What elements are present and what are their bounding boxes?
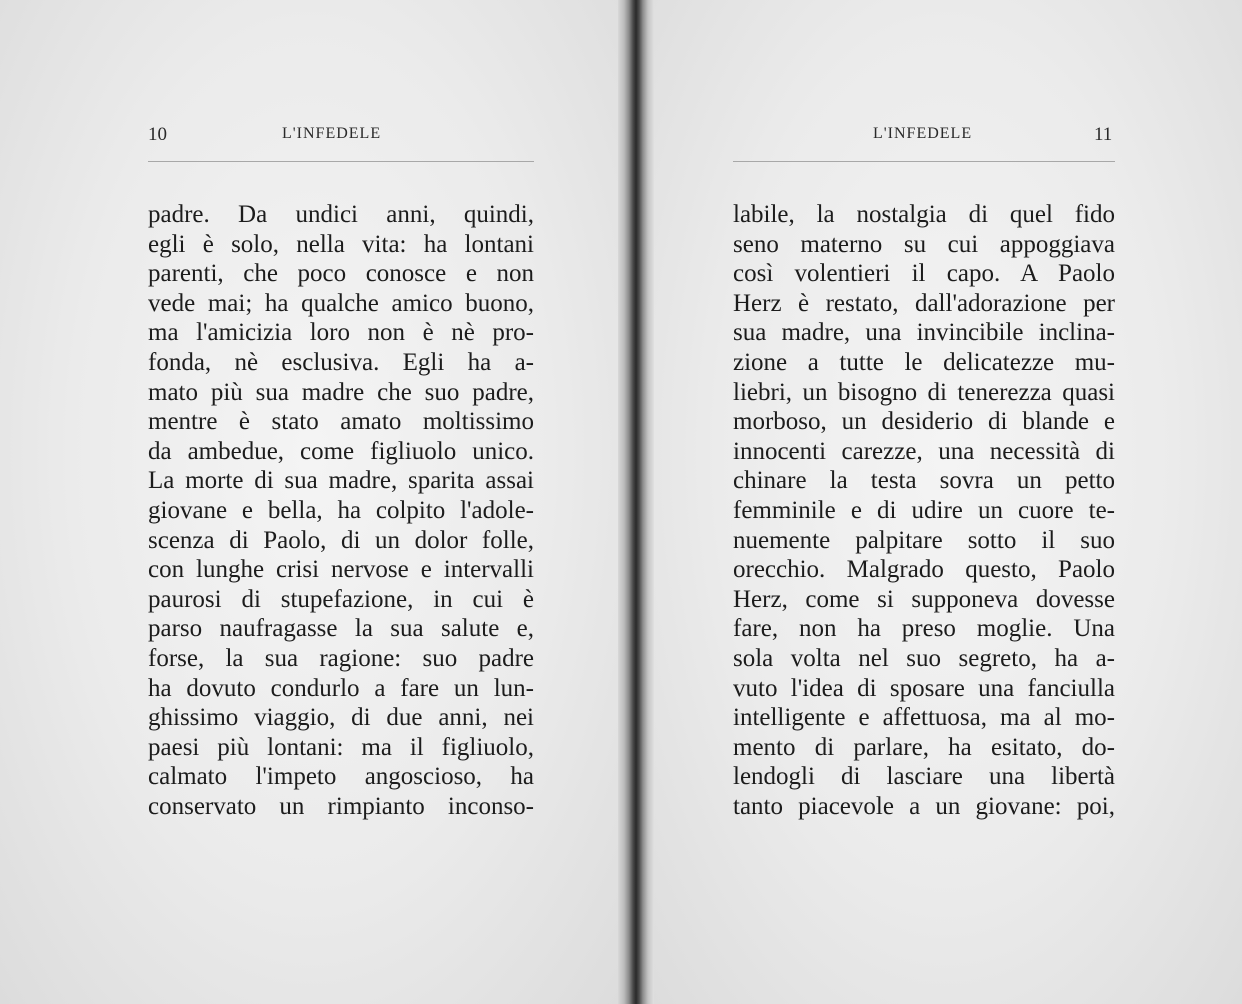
text-line: ghissimo viaggio, di due anni, nei bbox=[148, 704, 534, 732]
left-page-number: 10 bbox=[148, 124, 167, 145]
text-line: Herz è restato, dall'adorazione per bbox=[733, 289, 1115, 317]
text-line: paurosi di stupefazione, in cui è bbox=[148, 585, 534, 613]
text-line: mato più sua madre che suo padre, bbox=[148, 378, 534, 406]
text-line: La morte di sua madre, sparita assai bbox=[148, 467, 534, 495]
text-line: paesi più lontani: ma il figliuolo, bbox=[148, 733, 534, 761]
text-line: padre. Da undici anni, quindi, bbox=[148, 201, 534, 228]
text-line: fare, non ha preso moglie. Una bbox=[733, 615, 1115, 643]
right-page-number: 11 bbox=[1094, 124, 1113, 145]
text-line: intelligente e affettuosa, ma al mo- bbox=[733, 704, 1115, 732]
text-line: mento di parlare, ha esitato, do- bbox=[733, 733, 1115, 761]
text-line: calmato l'impeto angoscioso, ha bbox=[148, 763, 534, 791]
text-line: scenza di Paolo, di un dolor folle, bbox=[148, 526, 534, 554]
right-body-text bbox=[733, 200, 1115, 821]
text-line: forse, la sua ragione: suo padre bbox=[148, 644, 534, 672]
text-line: conservato un rimpianto inconso- bbox=[148, 792, 534, 820]
text-line: sola volta nel suo segreto, ha a- bbox=[733, 644, 1115, 672]
text-line: da ambedue, come figliuolo unico. bbox=[148, 437, 534, 465]
text-line: con lunghe crisi nervose e intervalli bbox=[148, 556, 534, 584]
text-line: egli è solo, nella vita: ha lontani bbox=[148, 230, 534, 258]
text-line: innocenti carezze, una necessità di bbox=[733, 437, 1115, 465]
text-line: labile, la nostalgia di quel fido bbox=[733, 201, 1115, 228]
text-line: giovane e bella, ha colpito l'adole- bbox=[148, 496, 534, 524]
text-line: sua madre, una invincibile inclina- bbox=[733, 319, 1115, 347]
text-line: parenti, che poco conosce e non bbox=[148, 260, 534, 288]
text-line: zione a tutte le delicatezze mu- bbox=[733, 348, 1115, 376]
text-line: fonda, nè esclusiva. Egli ha a- bbox=[148, 348, 534, 376]
text-line: ha dovuto condurlo a fare un lun- bbox=[148, 674, 534, 702]
book-gutter bbox=[618, 0, 654, 1004]
left-body-text bbox=[148, 200, 534, 821]
text-line: così volentieri il capo. A Paolo bbox=[733, 260, 1115, 288]
text-line: Herz, come si supponeva dovesse bbox=[733, 585, 1115, 613]
left-running-head: L'INFEDELE bbox=[282, 125, 382, 142]
text-line: seno materno su cui appoggiava bbox=[733, 230, 1115, 258]
text-line: tanto piacevole a un giovane: poi, bbox=[733, 792, 1115, 820]
text-line: vede mai; ha qualche amico buono, bbox=[148, 289, 534, 317]
text-line: ma l'amicizia loro non è nè pro- bbox=[148, 319, 534, 347]
text-line: liebri, un bisogno di tenerezza quasi bbox=[733, 378, 1115, 406]
text-line: lendogli di lasciare una libertà bbox=[733, 763, 1115, 791]
text-line: morboso, un desiderio di blande e bbox=[733, 408, 1115, 436]
right-running-head: L'INFEDELE bbox=[873, 125, 973, 142]
right-header-rule bbox=[733, 161, 1115, 162]
text-line: mentre è stato amato moltissimo bbox=[148, 408, 534, 436]
left-header-rule bbox=[148, 161, 534, 162]
text-line: nuemente palpitare sotto il suo bbox=[733, 526, 1115, 554]
text-line: chinare la testa sovra un petto bbox=[733, 467, 1115, 495]
text-line: orecchio. Malgrado questo, Paolo bbox=[733, 556, 1115, 584]
text-line: vuto l'idea di sposare una fanciulla bbox=[733, 674, 1115, 702]
text-line: femminile e di udire un cuore te- bbox=[733, 496, 1115, 524]
text-line: parso naufragasse la sua salute e, bbox=[148, 615, 534, 643]
